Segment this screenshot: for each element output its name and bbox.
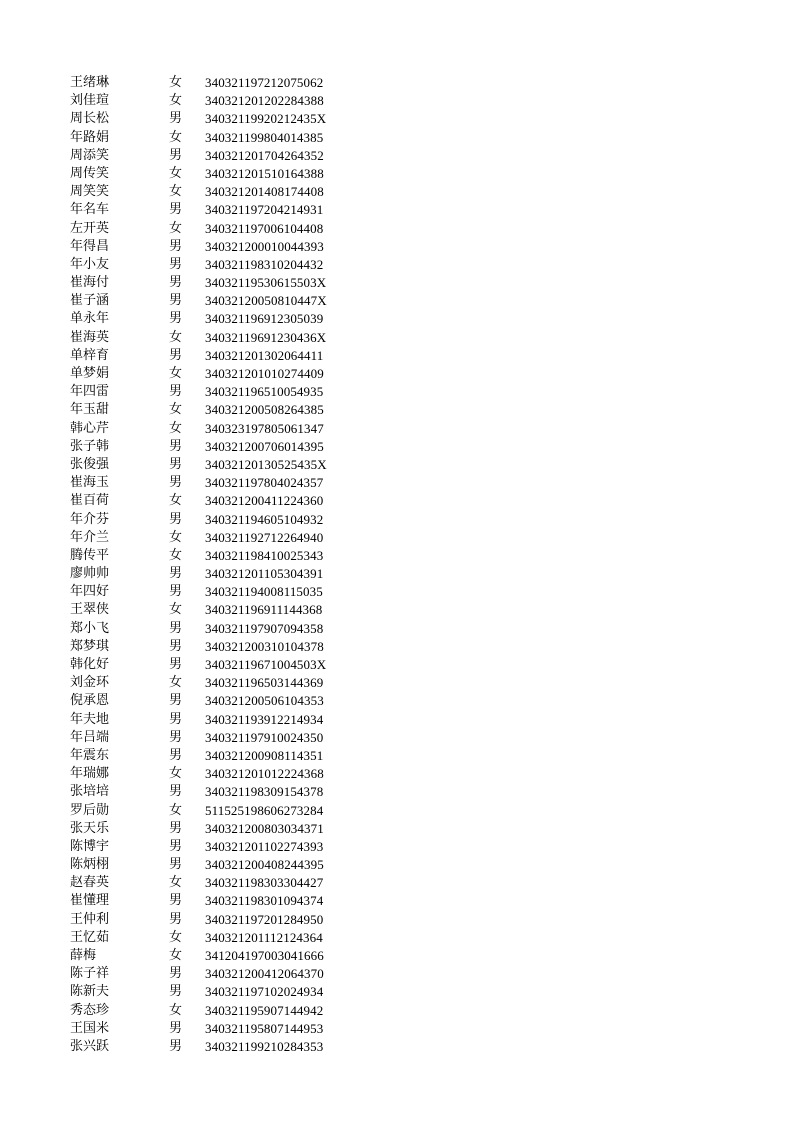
- id-number-cell: 340321196911144368: [205, 602, 323, 618]
- name-cell: 张天乐: [70, 820, 110, 836]
- id-number-cell: 340321200310104378: [205, 638, 324, 654]
- table-row: [70, 747, 370, 765]
- gender-cell: 女: [169, 93, 183, 109]
- name-cell: 刘佳瑄: [70, 93, 110, 109]
- id-number-cell: 340321197212075062: [205, 75, 324, 90]
- name-cell: 张俊强: [70, 456, 110, 472]
- table-row: [70, 965, 370, 983]
- name-cell: 罗后勋: [70, 802, 110, 818]
- table-row: [70, 183, 370, 201]
- table-row: [70, 1020, 370, 1038]
- gender-cell: 女: [169, 675, 183, 691]
- roster-table: [70, 74, 370, 1056]
- id-number-cell: 340323197805061347: [205, 420, 324, 436]
- id-number-cell: 340321201510164388: [205, 165, 324, 181]
- table-row: [70, 601, 370, 619]
- gender-cell: 男: [169, 456, 183, 472]
- table-row: [70, 856, 370, 874]
- name-cell: 腾传平: [70, 547, 110, 563]
- table-row: [70, 401, 370, 419]
- gender-cell: 女: [169, 184, 183, 200]
- table-row: [70, 383, 370, 401]
- name-cell: 年路娟: [70, 129, 110, 145]
- id-number-cell: 340321201408174408: [205, 184, 324, 200]
- name-cell: 年介兰: [70, 529, 110, 545]
- gender-cell: 男: [169, 147, 183, 163]
- table-row: [70, 347, 370, 365]
- gender-cell: 男: [169, 711, 183, 727]
- id-number-cell: 34032119920212435X: [205, 111, 327, 127]
- name-cell: 陈子祥: [70, 966, 110, 982]
- id-number-cell: 34032119691230436X: [205, 329, 327, 345]
- gender-cell: 女: [169, 766, 183, 782]
- gender-cell: 男: [169, 1038, 183, 1054]
- table-row: [70, 238, 370, 256]
- gender-cell: 男: [169, 438, 183, 454]
- id-number-cell: 340321201010274409: [205, 366, 324, 381]
- gender-cell: 女: [169, 402, 183, 418]
- id-number-cell: 340321197907094358: [205, 620, 324, 636]
- name-cell: 韩化好: [70, 657, 110, 672]
- id-number-cell: 340321198410025343: [205, 547, 324, 563]
- table-row: [70, 92, 370, 110]
- id-number-cell: 340321200706014395: [205, 438, 324, 454]
- gender-cell: 男: [169, 111, 183, 127]
- gender-cell: 男: [169, 511, 183, 527]
- gender-cell: 男: [169, 475, 183, 491]
- gender-cell: 男: [169, 857, 183, 873]
- gender-cell: 男: [169, 984, 183, 1000]
- name-cell: 薛梅: [70, 948, 97, 963]
- table-row: [70, 983, 370, 1001]
- gender-cell: 男: [169, 966, 183, 982]
- id-number-cell: 340321194008115035: [205, 584, 323, 600]
- table-row: [70, 929, 370, 947]
- table-row: [70, 638, 370, 656]
- name-cell: 年小友: [70, 256, 110, 272]
- id-number-cell: 340321200908114351: [205, 747, 324, 763]
- name-cell: 秀态珍: [70, 1002, 110, 1018]
- name-cell: 张子韩: [70, 438, 110, 454]
- name-cell: 年介芬: [70, 511, 110, 527]
- table-row: [70, 201, 370, 219]
- gender-cell: 女: [169, 948, 183, 963]
- name-cell: 年名车: [70, 202, 110, 218]
- name-cell: 崔子涵: [70, 293, 110, 309]
- name-cell: 左开英: [70, 220, 110, 236]
- table-row: [70, 329, 370, 347]
- table-row: [70, 947, 370, 965]
- id-number-cell: 340321199804014385: [205, 129, 324, 145]
- id-number-cell: 340321201202284388: [205, 93, 324, 109]
- table-row: [70, 620, 370, 638]
- gender-cell: 女: [169, 602, 183, 618]
- gender-cell: 男: [169, 893, 183, 909]
- name-cell: 陈博宇: [70, 838, 110, 854]
- gender-cell: 男: [169, 620, 183, 636]
- gender-cell: 男: [169, 566, 183, 582]
- name-cell: 廖帅帅: [70, 566, 110, 582]
- gender-cell: 女: [169, 75, 183, 90]
- name-cell: 张培培: [70, 784, 110, 800]
- name-cell: 年得昌: [70, 238, 110, 254]
- gender-cell: 女: [169, 875, 183, 891]
- table-row: [70, 492, 370, 510]
- name-cell: 年四雷: [70, 384, 110, 400]
- table-row: [70, 110, 370, 128]
- name-cell: 王忆茹: [70, 929, 110, 945]
- gender-cell: 女: [169, 220, 183, 236]
- id-number-cell: 340321200508264385: [205, 402, 324, 418]
- name-cell: 郑梦琪: [70, 638, 110, 654]
- table-row: [70, 474, 370, 492]
- table-row: [70, 365, 370, 383]
- id-number-cell: 341204197003041666: [205, 948, 324, 963]
- id-number-cell: 340321198301094374: [205, 893, 324, 909]
- gender-cell: 男: [169, 638, 183, 654]
- name-cell: 张兴跃: [70, 1038, 110, 1054]
- gender-cell: 男: [169, 693, 183, 709]
- table-row: [70, 310, 370, 328]
- id-number-cell: 340321197910024350: [205, 729, 324, 745]
- gender-cell: 女: [169, 802, 183, 818]
- name-cell: 王翠侠: [70, 602, 110, 618]
- gender-cell: 女: [169, 165, 183, 181]
- id-number-cell: 340321201704264352: [205, 147, 324, 163]
- table-row: [70, 874, 370, 892]
- name-cell: 倪承恩: [70, 693, 110, 709]
- id-number-cell: 340321196912305039: [205, 311, 324, 327]
- table-row: [70, 165, 370, 183]
- table-row: [70, 420, 370, 438]
- name-cell: 郑小飞: [70, 620, 110, 636]
- table-row: [70, 674, 370, 692]
- table-row: [70, 456, 370, 474]
- id-number-cell: 340321200411224360: [205, 493, 324, 509]
- id-number-cell: 340321201112124364: [205, 929, 323, 945]
- table-row: [70, 892, 370, 910]
- table-row: [70, 511, 370, 529]
- table-row: [70, 220, 370, 238]
- id-number-cell: 340321192712264940: [205, 529, 324, 545]
- gender-cell: 男: [169, 256, 183, 272]
- table-row: [70, 838, 370, 856]
- gender-cell: 男: [169, 1020, 183, 1036]
- name-cell: 韩心芹: [70, 420, 110, 436]
- id-number-cell: 340321193912214934: [205, 711, 324, 727]
- table-row: [70, 711, 370, 729]
- table-row: [70, 256, 370, 274]
- table-row: [70, 74, 370, 92]
- table-row: [70, 1038, 370, 1056]
- id-number-cell: 340321200010044393: [205, 238, 324, 254]
- gender-cell: 女: [169, 329, 183, 345]
- name-cell: 崔海英: [70, 329, 110, 345]
- id-number-cell: 34032120050810447X: [205, 293, 327, 309]
- gender-cell: 男: [169, 584, 183, 600]
- table-row: [70, 1002, 370, 1020]
- id-number-cell: 340321196503144369: [205, 675, 324, 691]
- id-number-cell: 340321197102024934: [205, 984, 324, 1000]
- gender-cell: 女: [169, 529, 183, 545]
- id-number-cell: 340321197204214931: [205, 202, 324, 218]
- id-number-cell: 340321201105304391: [205, 566, 324, 582]
- gender-cell: 女: [169, 493, 183, 509]
- id-number-cell: 340321195907144942: [205, 1002, 324, 1018]
- table-row: [70, 583, 370, 601]
- gender-cell: 男: [169, 838, 183, 854]
- table-row: [70, 565, 370, 583]
- table-row: [70, 820, 370, 838]
- name-cell: 年夫地: [70, 711, 110, 727]
- id-number-cell: 340321200412064370: [205, 966, 324, 982]
- name-cell: 崔海玉: [70, 475, 110, 491]
- id-number-cell: 340321199210284353: [205, 1038, 324, 1054]
- name-cell: 年震东: [70, 747, 110, 763]
- name-cell: 周传笑: [70, 165, 110, 181]
- gender-cell: 男: [169, 911, 183, 927]
- gender-cell: 男: [169, 238, 183, 254]
- table-row: [70, 129, 370, 147]
- gender-cell: 男: [169, 293, 183, 309]
- table-row: [70, 802, 370, 820]
- gender-cell: 男: [169, 820, 183, 836]
- id-number-cell: 34032119530615503X: [205, 275, 327, 291]
- table-row: [70, 147, 370, 165]
- table-row: [70, 692, 370, 710]
- gender-cell: 女: [169, 929, 183, 945]
- table-row: [70, 529, 370, 547]
- id-number-cell: 340321198310204432: [205, 256, 324, 272]
- gender-cell: 男: [169, 784, 183, 800]
- gender-cell: 女: [169, 1002, 183, 1018]
- table-row: [70, 274, 370, 292]
- id-number-cell: 34032120130525435X: [205, 456, 327, 472]
- name-cell: 周长松: [70, 111, 110, 127]
- id-number-cell: 340321201302064411: [205, 347, 324, 363]
- name-cell: 崔海付: [70, 275, 110, 291]
- id-number-cell: 340321197006104408: [205, 220, 324, 236]
- id-number-cell: 340321201012224368: [205, 766, 324, 782]
- table-row: [70, 911, 370, 929]
- name-cell: 单梓育: [70, 347, 110, 363]
- id-number-cell: 340321196510054935: [205, 384, 324, 400]
- id-number-cell: 340321200408244395: [205, 857, 324, 873]
- table-row: [70, 765, 370, 783]
- gender-cell: 男: [169, 747, 183, 763]
- gender-cell: 男: [169, 657, 183, 672]
- table-row: [70, 292, 370, 310]
- gender-cell: 男: [169, 384, 183, 400]
- table-row: [70, 729, 370, 747]
- id-number-cell: 340321194605104932: [205, 511, 324, 527]
- name-cell: 周添笑: [70, 147, 110, 163]
- name-cell: 王国米: [70, 1020, 110, 1036]
- table-row: [70, 547, 370, 565]
- name-cell: 年四好: [70, 584, 110, 600]
- id-number-cell: 340321195807144953: [205, 1020, 324, 1036]
- id-number-cell: 340321198309154378: [205, 784, 324, 800]
- name-cell: 崔懂理: [70, 893, 110, 909]
- gender-cell: 男: [169, 729, 183, 745]
- gender-cell: 女: [169, 366, 183, 381]
- table-row: [70, 783, 370, 801]
- id-number-cell: 340321198303304427: [205, 875, 324, 891]
- gender-cell: 男: [169, 311, 183, 327]
- gender-cell: 男: [169, 347, 183, 363]
- name-cell: 陈炳栩: [70, 857, 110, 873]
- id-number-cell: 340321200803034371: [205, 820, 324, 836]
- name-cell: 刘金环: [70, 675, 110, 691]
- id-number-cell: 340321197201284950: [205, 911, 324, 927]
- id-number-cell: 511525198606273284: [205, 802, 324, 818]
- table-row: [70, 438, 370, 456]
- id-number-cell: 340321197804024357: [205, 475, 324, 491]
- gender-cell: 男: [169, 202, 183, 218]
- id-number-cell: 340321200506104353: [205, 693, 324, 709]
- name-cell: 年吕端: [70, 729, 110, 745]
- name-cell: 年玉甜: [70, 402, 110, 418]
- name-cell: 单永年: [70, 311, 110, 327]
- name-cell: 年瑞娜: [70, 766, 110, 782]
- table-row: [70, 656, 370, 674]
- id-number-cell: 340321201102274393: [205, 838, 324, 854]
- name-cell: 单梦娟: [70, 366, 110, 381]
- gender-cell: 男: [169, 275, 183, 291]
- name-cell: 王绪琳: [70, 75, 110, 90]
- gender-cell: 女: [169, 547, 183, 563]
- id-number-cell: 34032119671004503X: [205, 657, 327, 672]
- name-cell: 周笑笑: [70, 184, 110, 200]
- gender-cell: 女: [169, 420, 183, 436]
- name-cell: 陈新夫: [70, 984, 110, 1000]
- name-cell: 崔百荷: [70, 493, 110, 509]
- gender-cell: 女: [169, 129, 183, 145]
- name-cell: 赵春英: [70, 875, 110, 891]
- name-cell: 王仲利: [70, 911, 110, 927]
